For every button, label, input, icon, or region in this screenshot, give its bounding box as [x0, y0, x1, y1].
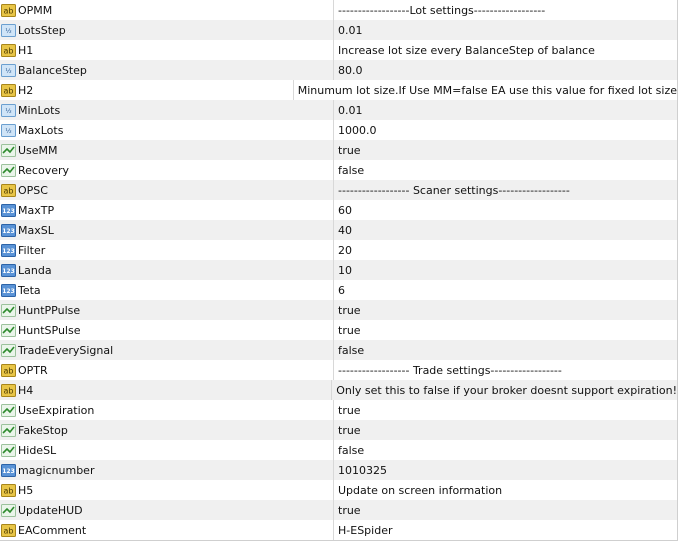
- parameter-name-cell[interactable]: [0, 440, 334, 460]
- bool-icon: [0, 343, 16, 357]
- parameter-name-cell[interactable]: [0, 20, 334, 40]
- parameter-name-cell[interactable]: [0, 220, 334, 240]
- svg-text:ab: ab: [3, 366, 13, 375]
- parameter-value[interactable]: 40: [338, 223, 352, 237]
- parameter-value[interactable]: 0.01: [338, 103, 363, 117]
- parameter-name: H5: [18, 483, 34, 497]
- parameter-name: OPMM: [18, 3, 53, 17]
- parameter-name: UseExpiration: [18, 403, 95, 417]
- parameter-row[interactable]: [0, 360, 677, 380]
- parameter-value[interactable]: Update on screen information: [338, 483, 503, 497]
- parameter-row[interactable]: [0, 260, 677, 280]
- string-icon: [0, 43, 16, 57]
- parameter-row[interactable]: [0, 120, 677, 140]
- svg-text:ab: ab: [3, 86, 13, 95]
- parameter-value[interactable]: Only set this to false if your broker doesnt support expiration!: [336, 383, 677, 397]
- parameter-value[interactable]: true: [338, 143, 361, 157]
- parameter-row[interactable]: [0, 160, 677, 180]
- parameter-name: MaxTP: [18, 203, 55, 217]
- svg-text:123: 123: [1, 267, 15, 275]
- svg-text:ab: ab: [3, 186, 13, 195]
- parameter-row[interactable]: [0, 340, 677, 360]
- bool-icon: [0, 423, 16, 437]
- parameter-value[interactable]: false: [338, 343, 365, 357]
- parameter-value[interactable]: 60: [338, 203, 352, 217]
- parameter-row[interactable]: [0, 20, 677, 40]
- parameter-name-cell[interactable]: [0, 180, 334, 200]
- parameter-name-cell[interactable]: [0, 260, 334, 280]
- string-icon: [0, 383, 16, 397]
- parameter-name-cell[interactable]: [0, 340, 334, 360]
- svg-text:ab: ab: [3, 526, 13, 535]
- integer-icon: [0, 223, 16, 237]
- parameter-name-cell[interactable]: [0, 380, 332, 400]
- svg-text:ab: ab: [3, 6, 13, 15]
- parameter-name: H1: [18, 43, 34, 57]
- parameter-value[interactable]: H-ESpider: [338, 523, 393, 537]
- parameter-value[interactable]: ------------------ Trade settings------------------: [338, 363, 562, 377]
- parameter-value[interactable]: true: [338, 323, 361, 337]
- parameter-value[interactable]: true: [338, 403, 361, 417]
- parameter-value[interactable]: true: [338, 503, 361, 517]
- parameter-name: MinLots: [18, 103, 61, 117]
- parameter-name-cell[interactable]: [0, 240, 334, 260]
- parameter-value[interactable]: false: [338, 163, 365, 177]
- parameter-name: LotsStep: [18, 23, 66, 37]
- parameter-name: TradeEverySignal: [18, 343, 114, 357]
- parameter-row[interactable]: [0, 400, 677, 420]
- parameter-row[interactable]: [0, 60, 677, 80]
- parameter-row[interactable]: [0, 520, 677, 540]
- bool-icon: [0, 163, 16, 177]
- parameter-name-cell[interactable]: [0, 320, 334, 340]
- bool-icon: [0, 303, 16, 317]
- parameter-name: H2: [18, 83, 34, 97]
- parameter-name-cell[interactable]: [0, 200, 334, 220]
- parameter-name-cell[interactable]: [0, 60, 334, 80]
- integer-icon: [0, 243, 16, 257]
- svg-text:½: ½: [4, 26, 12, 35]
- parameter-name-cell[interactable]: [0, 400, 334, 420]
- svg-text:ab: ab: [3, 386, 13, 395]
- string-icon: [0, 3, 16, 17]
- parameter-row[interactable]: [0, 80, 677, 100]
- svg-text:½: ½: [4, 106, 12, 115]
- parameter-name-cell[interactable]: [0, 500, 334, 520]
- double-icon: [0, 103, 16, 117]
- parameter-row[interactable]: [0, 280, 677, 300]
- string-icon: [0, 483, 16, 497]
- parameter-name: UpdateHUD: [18, 503, 83, 517]
- parameter-name: magicnumber: [18, 463, 95, 477]
- parameter-name: Teta: [18, 283, 41, 297]
- parameter-name-cell[interactable]: [0, 40, 334, 60]
- parameter-name: Filter: [18, 243, 46, 257]
- parameter-name: OPSC: [18, 183, 48, 197]
- parameter-value[interactable]: 0.01: [338, 23, 363, 37]
- parameter-value[interactable]: true: [338, 303, 361, 317]
- parameter-value[interactable]: 6: [338, 283, 345, 297]
- string-icon: [0, 183, 16, 197]
- parameter-name: FakeStop: [18, 423, 68, 437]
- parameter-name: HuntSPulse: [18, 323, 81, 337]
- parameter-row[interactable]: [0, 300, 677, 320]
- parameter-name-cell[interactable]: [0, 520, 334, 540]
- parameter-row[interactable]: [0, 140, 677, 160]
- parameter-name: Landa: [18, 263, 52, 277]
- parameter-name-cell[interactable]: [0, 80, 294, 100]
- parameter-row[interactable]: [0, 200, 677, 220]
- bool-icon: [0, 443, 16, 457]
- parameter-row[interactable]: [0, 440, 677, 460]
- parameter-name: MaxLots: [18, 123, 64, 137]
- parameter-value[interactable]: true: [338, 423, 361, 437]
- integer-icon: [0, 203, 16, 217]
- svg-text:123: 123: [1, 467, 15, 475]
- parameter-name-cell[interactable]: [0, 120, 334, 140]
- parameter-name: Recovery: [18, 163, 70, 177]
- bool-icon: [0, 143, 16, 157]
- parameter-name-cell[interactable]: [0, 460, 334, 480]
- parameter-value[interactable]: 1010325: [338, 463, 387, 477]
- parameter-name-cell[interactable]: [0, 420, 334, 440]
- double-icon: [0, 123, 16, 137]
- parameter-value[interactable]: 20: [338, 243, 352, 257]
- parameter-value[interactable]: ------------------ Scaner settings------------------: [338, 183, 570, 197]
- parameter-name-cell[interactable]: [0, 100, 334, 120]
- parameter-name-cell[interactable]: [0, 300, 334, 320]
- parameter-value[interactable]: 10: [338, 263, 352, 277]
- bool-icon: [0, 503, 16, 517]
- string-icon: [0, 83, 16, 97]
- double-icon: [0, 63, 16, 77]
- parameter-row[interactable]: [0, 240, 677, 260]
- svg-text:123: 123: [1, 247, 15, 255]
- parameter-row[interactable]: [0, 500, 677, 520]
- parameter-name-cell[interactable]: [0, 360, 334, 380]
- parameter-name: MaxSL: [18, 223, 54, 237]
- string-icon: [0, 523, 16, 537]
- parameter-name: UseMM: [18, 143, 58, 157]
- parameter-value[interactable]: Increase lot size every BalanceStep of balance: [338, 43, 595, 57]
- parameter-name: OPTR: [18, 363, 48, 377]
- parameter-row[interactable]: [0, 460, 677, 480]
- parameter-row[interactable]: [0, 100, 677, 120]
- bool-icon: [0, 323, 16, 337]
- parameter-value[interactable]: ------------------Lot settings------------------: [338, 3, 546, 17]
- parameter-value[interactable]: Minumum lot size.If Use MM=false EA use this value for fixed lot size: [297, 83, 677, 97]
- parameter-row[interactable]: [0, 320, 677, 340]
- parameter-name: H4: [18, 383, 34, 397]
- parameter-name-cell[interactable]: [0, 140, 334, 160]
- svg-text:½: ½: [4, 66, 12, 75]
- parameter-name: HuntPPulse: [18, 303, 81, 317]
- string-icon: [0, 363, 16, 377]
- parameter-name: HideSL: [18, 443, 57, 457]
- integer-icon: [0, 463, 16, 477]
- double-icon: [0, 23, 16, 37]
- parameter-row[interactable]: [0, 420, 677, 440]
- parameter-name-cell[interactable]: [0, 0, 334, 20]
- parameter-row[interactable]: [0, 220, 677, 240]
- svg-text:123: 123: [1, 207, 15, 215]
- svg-text:123: 123: [1, 227, 15, 235]
- parameter-name: EAComment: [18, 523, 87, 537]
- svg-text:ab: ab: [3, 46, 13, 55]
- bool-icon: [0, 403, 16, 417]
- svg-text:ab: ab: [3, 486, 13, 495]
- parameter-value[interactable]: 80.0: [338, 63, 363, 77]
- svg-text:½: ½: [4, 126, 12, 135]
- parameter-name-cell[interactable]: [0, 280, 334, 300]
- integer-icon: [0, 283, 16, 297]
- svg-text:123: 123: [1, 287, 15, 295]
- parameter-name-cell[interactable]: [0, 160, 334, 180]
- parameter-row[interactable]: [0, 380, 677, 400]
- parameter-name-cell[interactable]: [0, 480, 334, 500]
- parameter-row[interactable]: [0, 180, 677, 200]
- parameter-value[interactable]: false: [338, 443, 365, 457]
- integer-icon: [0, 263, 16, 277]
- parameter-row[interactable]: [0, 0, 677, 20]
- parameter-row[interactable]: [0, 40, 677, 60]
- parameter-name: BalanceStep: [18, 63, 87, 77]
- parameter-row[interactable]: [0, 480, 677, 500]
- parameter-value[interactable]: 1000.0: [338, 123, 377, 137]
